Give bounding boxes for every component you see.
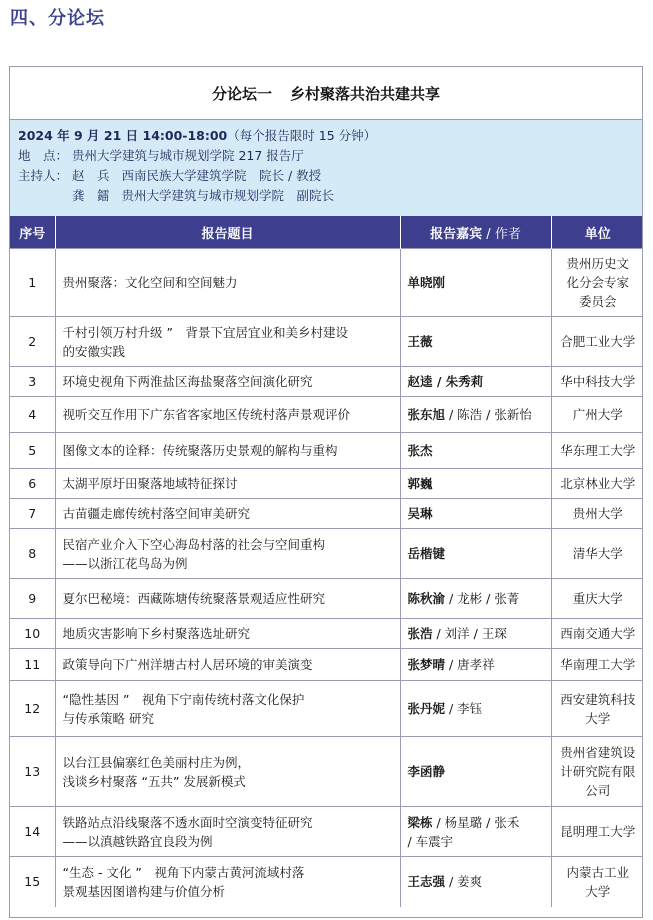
table-row: [10, 737, 643, 807]
location-label: 地 点：: [18, 148, 69, 163]
report-topic-line: 环境史视角下两淮盐区海盐聚落空间演化研究: [62, 374, 313, 389]
section-title: 四、分论坛: [10, 8, 105, 29]
speaker-name: 张梦晴: [407, 657, 446, 672]
row-number: 4: [10, 397, 55, 433]
report-topic: [55, 579, 400, 619]
affiliation-line: 重庆大学: [572, 591, 623, 606]
speaker-cell: [400, 249, 551, 317]
table-row: [10, 529, 643, 579]
speaker-cell: [400, 469, 551, 499]
table-row: [10, 857, 643, 907]
report-topic-line: 千村引领万村升级 ” 背景下宜居宜业和美乡村建设: [62, 324, 348, 340]
report-topic-line: 贵州聚落：文化空间和空间魅力: [62, 275, 238, 290]
host-affiliation: 贵州大学建筑与城市规划学院 副院长: [121, 188, 335, 203]
affiliation-line: 合肥工业大学: [560, 334, 636, 349]
coauthor-names: / 龙彬 / 张菁: [445, 591, 520, 606]
forum-title-name: 分论坛一: [211, 84, 272, 103]
speaker-name: 吴琳: [407, 506, 433, 521]
affiliation: [551, 499, 643, 529]
coauthor-names: / 唐孝祥: [445, 657, 495, 672]
forum-datetime: 2024 年 9 月 21 日 14:00-18:00: [18, 128, 228, 143]
coauthor-names: / 刘洋 / 王琛: [432, 626, 507, 641]
report-topic: [55, 529, 400, 579]
speaker-cell: [400, 433, 551, 469]
report-topic-line: 地质灾害影响下乡村聚落选址研究: [62, 626, 251, 641]
report-topic-line: 民宿产业介入下空心海岛村落的社会与空间重构: [62, 536, 326, 552]
table-row: [10, 619, 643, 649]
row-number: 11: [10, 649, 55, 681]
report-topic: [55, 249, 400, 317]
row-number: 9: [10, 579, 55, 619]
speaker-cell: [400, 737, 551, 807]
report-topic-line: ——以浙江花鸟岛为例: [62, 555, 188, 571]
report-topic-line: 政策导向下广州洋塘古村人居环境的审美演变: [62, 657, 313, 672]
host-line: [18, 166, 634, 186]
forum-title: [10, 67, 642, 120]
speaker-cell: [400, 681, 551, 737]
table-row: [10, 499, 643, 529]
report-topic-line: “生态 - 文化 ” 视角下内蒙古黄河流域村落: [62, 864, 305, 880]
header-speaker: [400, 216, 551, 249]
table-row: [10, 317, 643, 367]
coauthor-names: / 杨星璐 / 张禾: [432, 814, 520, 830]
speaker-cell: [400, 397, 551, 433]
speaker-name: 张浩: [407, 626, 433, 641]
affiliation: [551, 469, 643, 499]
coauthor-names: / 车震宇: [407, 833, 454, 849]
affiliation-line: 委员会: [578, 294, 617, 309]
affiliation-line: 大学: [585, 710, 611, 726]
affiliation: [551, 249, 643, 317]
speaker-name: 郭巍: [407, 476, 433, 491]
speaker-cell: [400, 857, 551, 907]
affiliation: [551, 397, 643, 433]
host-label: 主持人：: [18, 168, 69, 183]
speaker-cell: [400, 529, 551, 579]
forum-program-panel: [9, 66, 643, 918]
speaker-name: 岳楷键: [407, 546, 446, 561]
row-number: 7: [10, 499, 55, 529]
speaker-name: 张杰: [407, 443, 433, 458]
forum-info-box: [10, 120, 642, 216]
speaker-cell: [400, 619, 551, 649]
affiliation-line: 大学: [585, 883, 611, 899]
affiliation-line: 广州大学: [572, 407, 623, 422]
affiliation-line: 北京林业大学: [560, 476, 636, 491]
affiliation: [551, 529, 643, 579]
report-topic: [55, 619, 400, 649]
report-topic-line: 视听交互作用下广东省客家地区传统村落声景观评价: [62, 407, 351, 422]
header-speaker-main: 报告嘉宾: [430, 226, 483, 242]
coauthor-names: / 姜爽: [445, 874, 483, 890]
report-topic-line: 与传承策略 研究: [62, 710, 154, 726]
row-number: 14: [10, 807, 55, 857]
affiliation: [551, 367, 643, 397]
speaker-name: 张丹妮: [407, 701, 446, 716]
speaker-cell: [400, 317, 551, 367]
host-name: 龚 鐳: [72, 188, 110, 203]
affiliation-line: 华东理工大学: [560, 443, 636, 458]
report-topic: [55, 737, 400, 807]
speaker-name: 赵逵 / 朱秀莉: [407, 374, 484, 389]
affiliation: [551, 433, 643, 469]
speaker-cell: [400, 807, 551, 857]
affiliation: [551, 681, 643, 737]
forum-location: 贵州大学建筑与城市规划学院 217 报告厅: [72, 148, 304, 163]
table-row: [10, 807, 643, 857]
report-topic: [55, 857, 400, 907]
report-topic-line: 浅谈乡村聚落 “五共” 发展新模式: [62, 773, 246, 789]
row-number: 2: [10, 317, 55, 367]
table-row: [10, 367, 643, 397]
header-no: 序号: [10, 216, 55, 249]
affiliation-line: 清华大学: [572, 546, 623, 561]
affiliation-line: 贵州历史文: [566, 256, 629, 271]
report-topic-line: 太湖平原圩田聚落地域特征探讨: [62, 476, 238, 491]
report-topic-line: 古苗疆走廊传统村落空间审美研究: [62, 506, 251, 521]
speaker-name: 张东旭: [407, 407, 446, 422]
row-number: 15: [10, 857, 55, 907]
speaker-cell: [400, 649, 551, 681]
coauthor-names: / 李钰: [445, 701, 483, 716]
affiliation: [551, 737, 643, 807]
affiliation: [551, 317, 643, 367]
report-topic: [55, 367, 400, 397]
report-topic-line: 夏尔巴秘境：西藏陈塘传统聚落景观适应性研究: [62, 591, 326, 606]
host-name: 赵 兵: [72, 168, 110, 183]
table-header-row: [10, 216, 643, 249]
affiliation-line: 华中科技大学: [560, 374, 636, 389]
speaker-name: 李函静: [407, 764, 446, 779]
affiliation-line: 贵州省建筑设: [560, 745, 636, 760]
report-topic: [55, 317, 400, 367]
report-topic: [55, 499, 400, 529]
speaker-name: 梁栋: [407, 814, 433, 830]
row-number: 10: [10, 619, 55, 649]
report-topic-line: 图像文本的诠释：传统聚落历史景观的解构与重构: [62, 443, 338, 458]
report-topic-line: 景观基因图谱构建与价值分析: [62, 883, 226, 899]
affiliation-line: 计研究院有限: [560, 764, 636, 779]
table-row: [10, 649, 643, 681]
report-topic-line: “隐性基因 ” 视角下宁南传统村落文化保护: [62, 691, 305, 707]
report-topic: [55, 807, 400, 857]
speaker-name: 陈秋渝: [407, 591, 446, 606]
speaker-cell: [400, 367, 551, 397]
report-topic-line: 的安徽实践: [62, 343, 126, 359]
speaker-name: 单晓刚: [407, 275, 446, 290]
report-topic: [55, 397, 400, 433]
row-number: 6: [10, 469, 55, 499]
affiliation-line: 公司: [585, 783, 611, 798]
affiliation: [551, 649, 643, 681]
report-topic: [55, 681, 400, 737]
report-topic-line: 铁路站点沿线聚落不透水面时空演变特征研究: [62, 814, 313, 830]
affiliation: [551, 857, 643, 907]
table-row: [10, 469, 643, 499]
affiliation-line: 昆明理工大学: [560, 824, 636, 839]
forum-title-theme: 乡村聚落共治共建共享: [290, 84, 441, 103]
host-line: [18, 186, 634, 206]
row-number: 3: [10, 367, 55, 397]
speaker-name: 王志强: [407, 874, 446, 890]
forum-datetime-note: （每个报告限时 15 分钟）: [227, 128, 377, 143]
affiliation-line: 内蒙古工业: [566, 864, 629, 880]
affiliation-line: 化分会专家: [566, 275, 629, 290]
affiliation-line: 西南交通大学: [560, 626, 636, 641]
speaker-cell: [400, 579, 551, 619]
row-number: 1: [10, 249, 55, 317]
datetime-line: [18, 126, 634, 146]
header-speaker-rest: / 作者: [482, 226, 521, 242]
coauthor-names: / 陈浩 / 张新怡: [445, 407, 532, 422]
report-topic-line: 以台江县偏寨红色美丽村庄为例，: [62, 754, 251, 770]
report-topic: [55, 469, 400, 499]
table-row: [10, 249, 643, 317]
report-topic: [55, 649, 400, 681]
affiliation: [551, 807, 643, 857]
row-number: 8: [10, 529, 55, 579]
report-topic-line: ——以滇越铁路宜良段为例: [62, 833, 213, 849]
speaker-cell: [400, 499, 551, 529]
table-row: [10, 681, 643, 737]
row-number: 5: [10, 433, 55, 469]
header-topic: 报告题目: [55, 216, 400, 249]
affiliation-line: 西安建筑科技: [560, 691, 636, 707]
location-line: [18, 146, 634, 166]
host-affiliation: 西南民族大学建筑学院 院长 / 教授: [121, 168, 322, 183]
table-body: [10, 249, 643, 907]
header-unit: 单位: [551, 216, 643, 249]
table-row: [10, 433, 643, 469]
report-topic: [55, 433, 400, 469]
row-number: 13: [10, 737, 55, 807]
affiliation: [551, 619, 643, 649]
row-number: 12: [10, 681, 55, 737]
report-schedule-table: [10, 216, 643, 907]
table-row: [10, 579, 643, 619]
affiliation-line: 贵州大学: [572, 506, 623, 521]
table-row: [10, 397, 643, 433]
affiliation-line: 华南理工大学: [560, 657, 636, 672]
speaker-name: 王薇: [407, 334, 433, 349]
affiliation: [551, 579, 643, 619]
